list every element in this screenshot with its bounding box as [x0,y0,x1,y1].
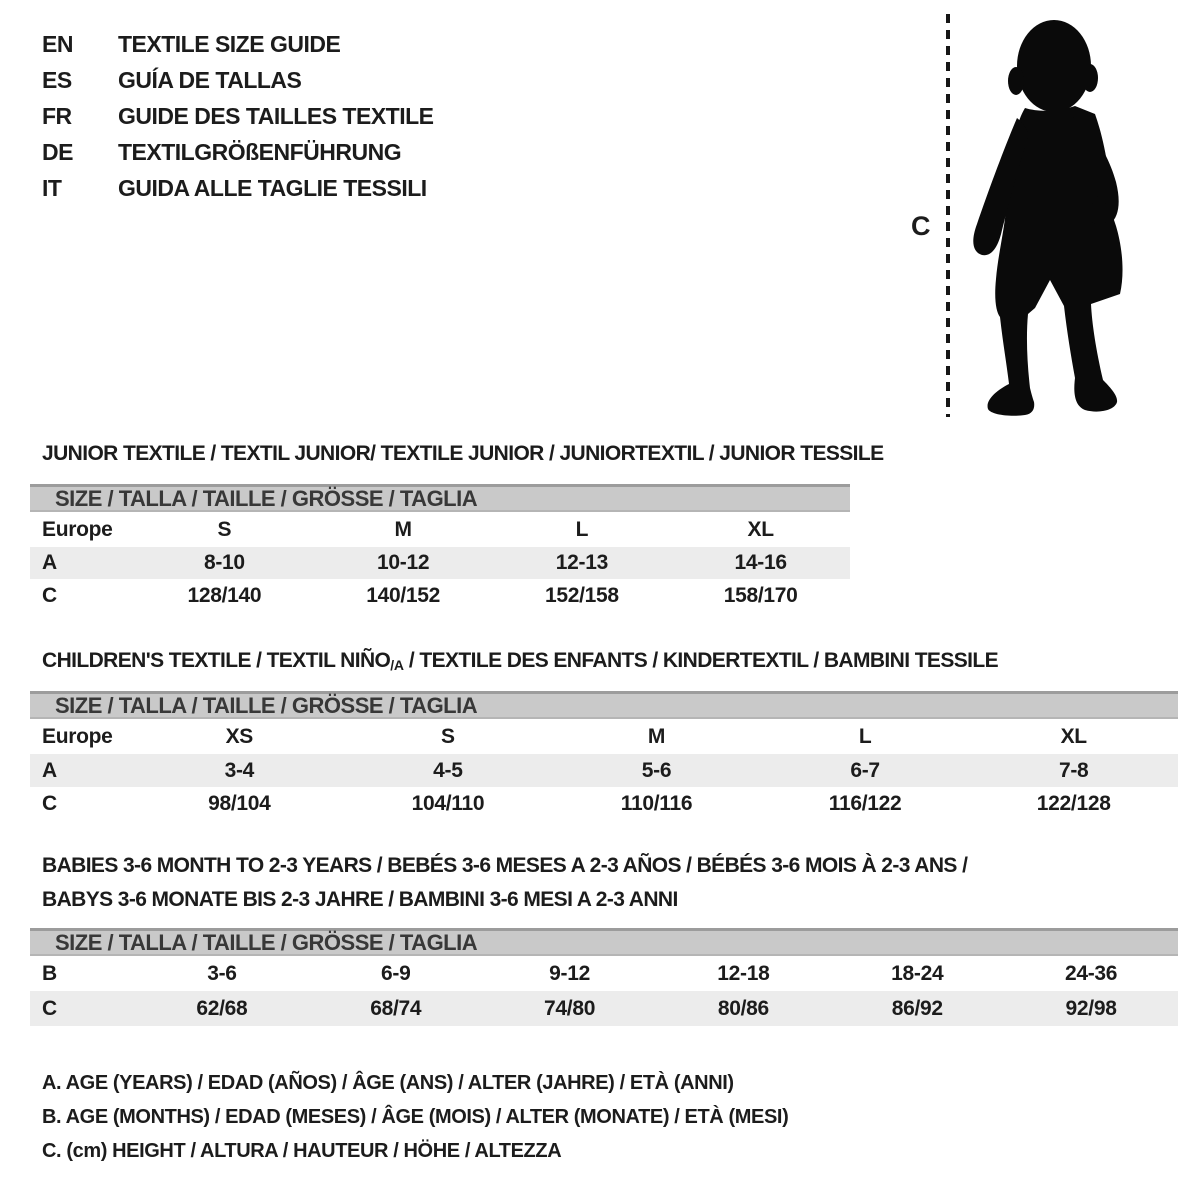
guide-title-en: TEXTILE SIZE GUIDE [118,30,341,57]
age-cell: 5-6 [641,758,672,782]
language-row [42,98,434,134]
guide-title-fr: GUIDE DES TAILLES TEXTILE [118,102,434,129]
age-cell: 7-8 [1058,758,1089,782]
months-cell: 3-6 [207,961,237,985]
section-title-children [42,644,998,679]
legend-line-b: B. AGE (MONTHS) / EDAD (MESES) / ÂGE (MOIS) / ALTER (MONATE) / ETÀ (MESI) [42,1105,789,1128]
section-title-babies-line1: BABIES 3-6 MONTH TO 2-3 YEARS / BEBÉS 3-6 MESES A 2-3 AÑOS / BÉBÉS 3-6 MOIS À 2-3 ANS / [42,854,968,877]
measurement-legend [42,1066,788,1169]
table-header-bar: SIZE / TALLA / TAILLE / GRÖSSE / TAGLIA [30,691,1178,719]
toddler-silhouette-icon [963,14,1141,420]
size-cell: XL [747,517,774,541]
language-row [42,26,434,62]
age-cell: 10-12 [377,551,430,574]
language-code: DE [42,138,73,165]
table-row-age [30,754,1178,787]
height-cell: 62/68 [196,996,248,1020]
guide-title-es: GUÍA DE TALLAS [118,66,302,93]
table-row-europe [30,512,850,547]
language-row [42,170,434,206]
row-label: Europe [42,724,113,748]
height-cell: 68/74 [370,996,422,1020]
junior-size-table [30,484,850,612]
age-cell: 14-16 [734,551,787,574]
table-row-height [30,991,1178,1026]
row-label: C [42,791,57,815]
row-label: A [42,758,57,782]
age-cell: 3-4 [224,758,255,782]
height-cell: 110/116 [620,791,693,815]
language-code: ES [42,66,72,93]
size-cell: XS [225,724,253,748]
table-row-height [30,787,1178,820]
legend-line-a: A. AGE (YEARS) / EDAD (AÑOS) / ÂGE (ANS) / ALTER (JAHRE) / ETÀ (ANNI) [42,1071,734,1094]
height-cell: 158/170 [723,583,798,607]
babies-size-table [30,928,1178,1026]
size-cell: L [858,724,872,748]
section-title-babies [42,849,967,917]
height-cell: 98/104 [208,791,271,815]
height-cell: 104/110 [411,791,485,815]
legend-line-c: C. (cm) HEIGHT / ALTURA / HAUTEUR / HÖHE / ALTEZZA [42,1140,562,1163]
size-cell: M [647,724,666,748]
height-cell: 122/128 [1036,791,1111,815]
table-header-bar: SIZE / TALLA / TAILLE / GRÖSSE / TAGLIA [30,484,850,512]
age-cell: 6-7 [850,758,880,782]
row-label: C [42,996,57,1020]
table-header-bar: SIZE / TALLA / TAILLE / GRÖSSE / TAGLIA [30,928,1178,956]
row-label: A [42,551,57,574]
months-cell: 9-12 [549,961,590,985]
language-code: IT [42,174,62,201]
size-cell: S [441,724,455,748]
guide-title-it: GUIDA ALLE TAGLIE TESSILI [118,174,427,201]
age-cell: 4-5 [433,758,463,782]
height-cell: 74/80 [544,996,596,1020]
row-label: B [42,961,57,985]
height-cell: 80/86 [717,996,769,1020]
children-size-table [30,691,1178,820]
section-title-junior: JUNIOR TEXTILE / TEXTIL JUNIOR/ TEXTILE JUNIOR / JUNIORTEXTIL / JUNIOR TESSILE [42,442,884,465]
height-cell: 116/122 [828,791,902,815]
height-cell: 92/98 [1065,996,1117,1020]
language-code: FR [42,102,72,129]
height-cell: 152/158 [544,583,619,607]
months-cell: 12-18 [717,961,770,985]
size-cell: XL [1060,724,1087,748]
language-row [42,62,434,98]
size-cell: M [394,517,412,541]
section-title-children-pre: CHILDREN'S TEXTILE / TEXTIL NIÑO [42,649,391,672]
guide-title-de: TEXTILGRÖßENFÜHRUNG [118,138,402,165]
table-row-age [30,547,850,579]
language-header [42,26,434,206]
table-row-europe [30,719,1178,754]
size-cell: S [217,517,232,541]
figure-height-label: C [911,211,931,241]
section-title-children-sub: /A [390,657,404,673]
size-cell: L [575,517,589,541]
language-code: EN [42,30,73,57]
section-title-babies-line2: BABYS 3-6 MONATE BIS 2-3 JAHRE / BAMBINI 3-6 MESI A 2-3 ANNI [42,888,678,911]
months-cell: 18-24 [891,961,944,985]
table-row-months [30,956,1178,991]
height-cell: 128/140 [187,583,262,607]
age-cell: 8-10 [203,551,245,574]
months-cell: 6-9 [381,961,411,985]
language-row [42,134,434,170]
row-label: C [42,583,57,607]
section-title-children-post: / TEXTILE DES ENFANTS / KINDERTEXTIL / BAMBINI TESSILE [403,649,999,672]
height-cell: 140/152 [366,583,441,607]
table-row-height [30,579,850,612]
row-label: Europe [42,517,113,541]
height-cell: 86/92 [891,996,943,1020]
height-measure-dashed-line [946,14,950,417]
age-cell: 12-13 [555,551,608,574]
months-cell: 24-36 [1064,961,1118,985]
